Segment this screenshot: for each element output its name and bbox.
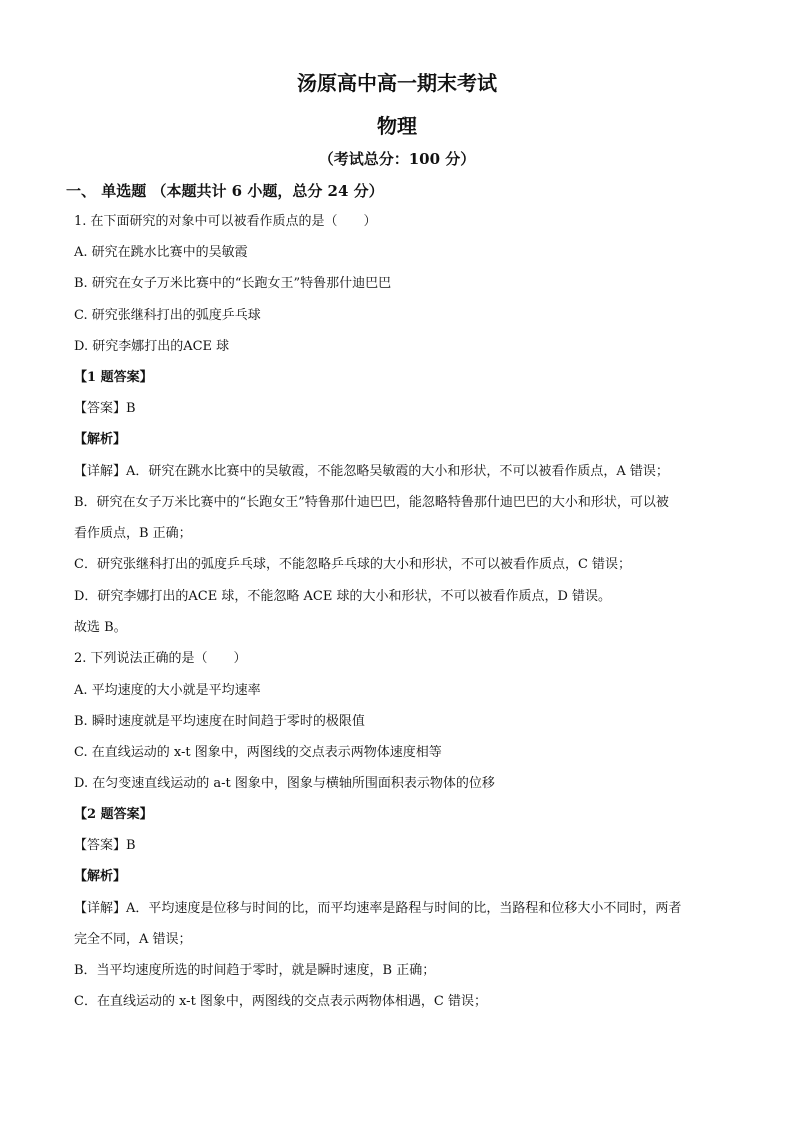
q2-detail-line: 【详解】A．平均速度是位移与时间的比，而平均速率是路程与时间的比，当路程和位移大小不同时，两者: [74, 901, 682, 916]
q2-answer: 【答案】B: [74, 838, 136, 853]
q2-option-b: B. 瞬时速度就是平均速度在时间趋于零时的极限值: [74, 714, 365, 729]
q2-stem: 2. 下列说法正确的是（ ）: [74, 651, 247, 666]
total-score: （考试总分：100 分）: [318, 150, 476, 168]
q1-option-b: B. 研究在女子万米比赛中的“长跑女王”特鲁那什迪巴巴: [74, 276, 392, 291]
q1-detail-line: 故选 B。: [74, 620, 127, 635]
q2-analysis-label: 【解析】: [74, 869, 127, 884]
q2-detail-line: 完全不同，A 错误；: [74, 932, 192, 947]
q1-detail-line: D．研究李娜打出的ACE 球，不能忽略 ACE 球的大小和形状，不可以被看作质点，D 错误。: [74, 589, 612, 604]
q1-detail-line: 看作质点，B 正确；: [74, 526, 192, 541]
q1-option-a: A. 研究在跳水比赛中的吴敏霞: [74, 245, 248, 260]
q2-detail-line: B．当平均速度所选的时间趋于零时，就是瞬时速度，B 正确；: [74, 963, 436, 978]
q1-answer-tag: 【1 题答案】: [74, 370, 153, 385]
q1-stem: 1. 在下面研究的对象中可以被看作质点的是（ ）: [74, 214, 377, 229]
q1-detail-line: 【详解】A．研究在跳水比赛中的吴敏霞，不能忽略吴敏霞的大小和形状，不可以被看作质点，A 错误；: [74, 464, 669, 479]
q2-option-a: A. 平均速度的大小就是平均速率: [74, 683, 261, 698]
q2-answer-tag: 【2 题答案】: [74, 807, 153, 822]
q1-detail-line: C．研究张继科打出的弧度乒乓球，不能忽略乒乓球的大小和形状，不可以被看作质点，C 错误；: [74, 557, 632, 572]
q1-option-d: D. 研究李娜打出的ACE 球: [74, 339, 230, 354]
section-heading: 一、 单选题 （本题共计 6 小题，总分 24 分）: [66, 182, 384, 200]
q1-option-c: C. 研究张继科打出的弧度乒乓球: [74, 308, 261, 323]
exam-title: 汤原高中高一期末考试: [297, 71, 497, 95]
q1-answer: 【答案】B: [74, 401, 136, 416]
q2-option-c: C. 在直线运动的 x-t 图象中，两图线的交点表示两物体速度相等: [74, 745, 442, 760]
subject-title: 物理: [377, 114, 417, 138]
q2-detail-line: C．在直线运动的 x-t 图象中，两图线的交点表示两物体相遇，C 错误；: [74, 994, 488, 1009]
q2-option-d: D. 在匀变速直线运动的 a-t 图象中，图象与横轴所围面积表示物体的位移: [74, 776, 495, 791]
q1-detail-line: B．研究在女子万米比赛中的“长跑女王”特鲁那什迪巴巴，能忽略特鲁那什迪巴巴的大小和形状，可以被: [74, 495, 669, 510]
q1-analysis-label: 【解析】: [74, 432, 127, 447]
